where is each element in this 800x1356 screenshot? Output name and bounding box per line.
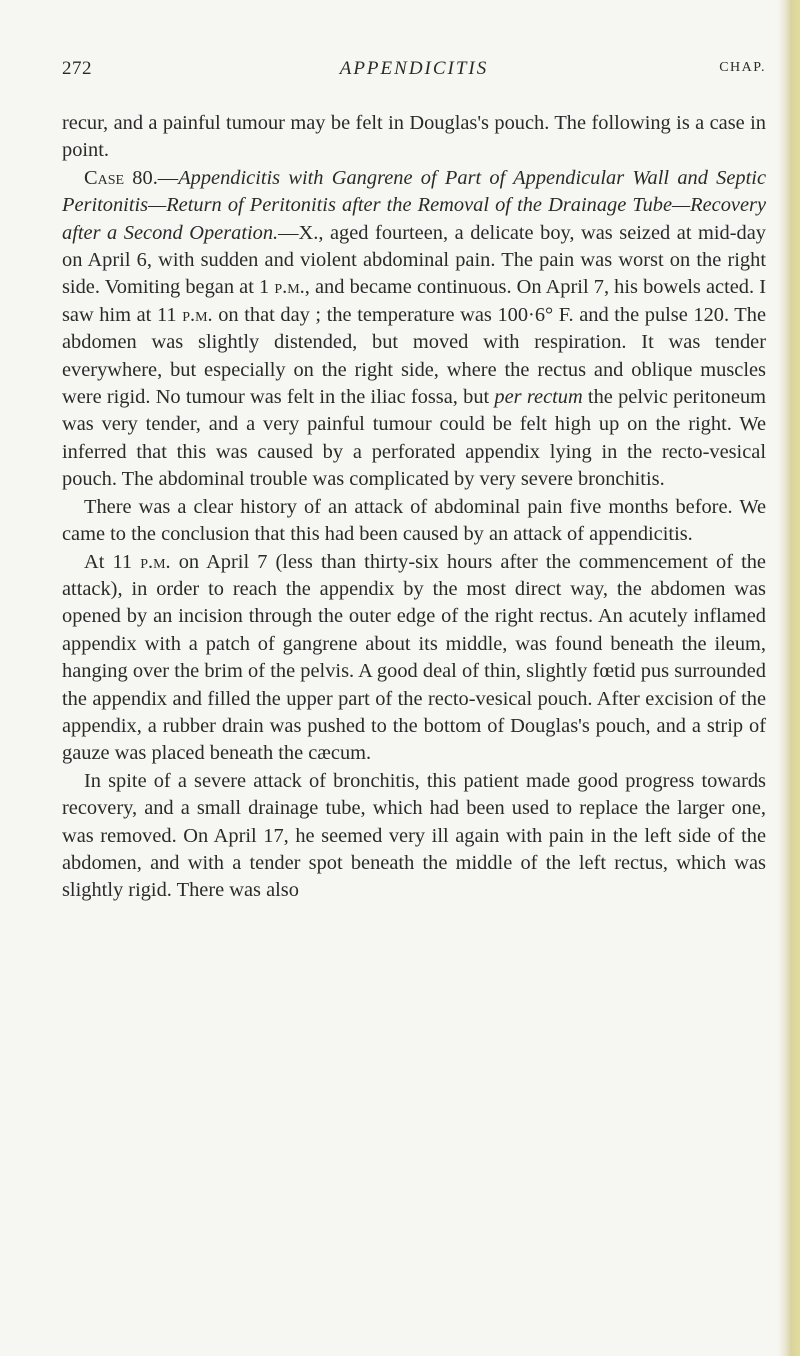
case-text-a: —X., aged fourteen, a delicate boy, was seized at mid-day on April 6, with sudden and violent abdominal pain. The pain was worst on the right side. Vomiting began at 1 bbox=[62, 221, 766, 299]
paragraph-1: recur, and a painful tumour may be felt in Douglas's pouch. The following is a case in point. bbox=[62, 112, 766, 162]
p4-text-a: At 11 bbox=[84, 550, 141, 573]
page-header bbox=[62, 58, 766, 88]
time-pm-2: p.m. bbox=[182, 303, 213, 326]
case-text-b: , and became continuous. On April 7, his bowels acted. I saw him at 11 bbox=[62, 276, 767, 326]
paragraph-3: There was a clear history of an attack of abdominal pain five months before. We came to the conclusion that this had been caused by an attack of appendicitis. bbox=[62, 495, 766, 546]
case-number: Case 80. bbox=[84, 166, 158, 189]
time-pm-3: p.m. bbox=[140, 550, 171, 573]
running-title: APPENDICITIS bbox=[339, 58, 489, 79]
case-title: Appendicitis with Gangrene of Part of Appendicular Wall and Septic Peritonitis—Return of Peritonitis after the Removal of the Drainage Tube—Recovery after a Second Operation. bbox=[62, 166, 766, 244]
paragraph-5: In spite of a severe attack of bronchitis, this patient made good progress towards recovery, and a small drainage tube, which had been used to replace the larger one, was removed. On April 17, he seemed very ill again with pain in the left side of the abdomen, and with a tender spot beneath the middle of the left rectus, which was slightly rigid. There was also bbox=[62, 769, 766, 902]
case-text-c: on that day ; the temperature was 100·6° F. and the pulse 120. The abdomen was slightly distended, but moved with respiration. It was tender everywhere, but especially on the right side, where the rectus and oblique muscles were rigid. No tumour was felt in the iliac fossa, but bbox=[62, 303, 767, 409]
paragraph-case-80 bbox=[62, 165, 766, 494]
case-dash: — bbox=[157, 166, 179, 189]
p4-text-b: on April 7 (less than thirty-six hours after the commencement of the attack), in order to reach the appendix by the most direct way, the abdomen was opened by an incision through the outer edge of the right rectus. An acutely inflamed appendix with a patch of gangrene about its middle, was found beneath the ileum, hanging over the brim of the pelvis. A good deal of thin, slightly fœtid pus surrounded the appendix and filled the upper part of the recto-vesical pouch. After excision of the appendix, a rubber drain was pushed to the bottom of Douglas's pouch, and a strip of gauze was placed beneath the cæcum. bbox=[62, 550, 766, 765]
page-edge-shadow bbox=[778, 0, 800, 1356]
page-number: 272 bbox=[62, 58, 92, 79]
paragraph-4 bbox=[62, 549, 766, 768]
time-pm-1: p.m. bbox=[274, 276, 305, 299]
chapter-label: CHAP. bbox=[719, 60, 766, 75]
per-rectum: per rectum bbox=[494, 386, 583, 409]
body-text bbox=[62, 110, 766, 905]
case-text-d: the pelvic peritoneum was very tender, and a very painful tumour could be felt high up on the right. We inferred that this was caused by a perforated appendix lying in the recto-vesical pouch. The abdominal trouble was complicated by very severe bronchitis. bbox=[62, 386, 766, 491]
